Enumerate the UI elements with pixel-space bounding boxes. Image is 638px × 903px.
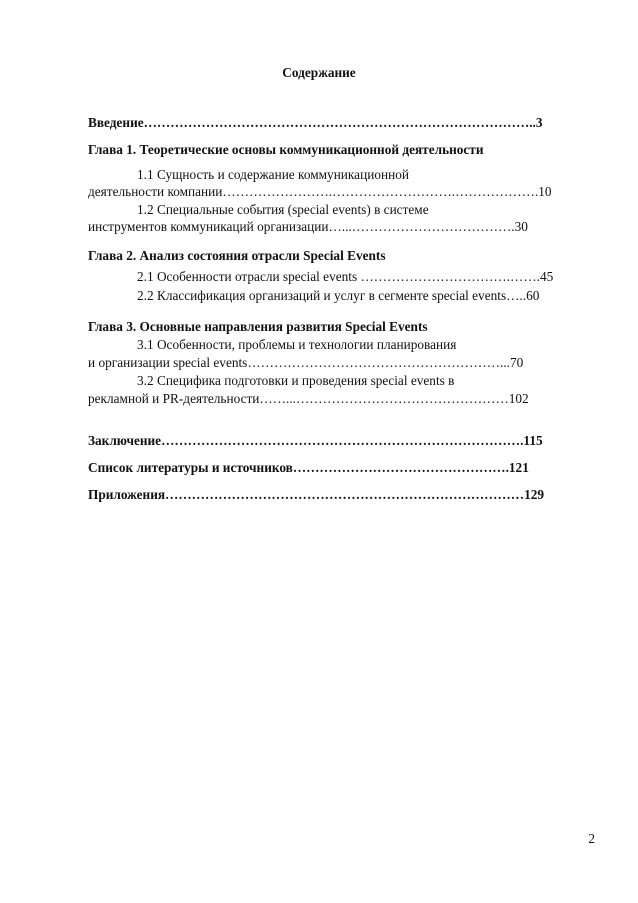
toc-chapter-1: Глава 1. Теоретические основы коммуникационной деятельности [88, 142, 484, 157]
toc-section-2-2: 2.2 Классификация организаций и услуг в сегменте special events…..60 [137, 288, 540, 303]
toc-section-1-2-line-1: 1.2 Специальные события (special events) в системе [137, 202, 429, 217]
toc-section-1-1-line-1: 1.1 Сущность и содержание коммуникационной [137, 167, 409, 182]
toc-entry-introduction: Введение……………………………………………………………………………..3 [88, 115, 543, 130]
toc-chapter-3: Глава 3. Основные направления развития Special Events [88, 319, 428, 334]
toc-entry-appendices: Приложения………………………………………………………………………129 [88, 487, 545, 502]
toc-section-1-1-line-2: деятельности компании…………………….……………………….……………….10 [88, 184, 552, 199]
toc-title: Содержание [282, 65, 356, 80]
toc-entry-references: Список литературы и источников………………………………………….121 [88, 460, 529, 475]
toc-section-2-1: 2.1 Особенности отрасли special events …………………………….…….45 [137, 269, 554, 284]
toc-section-3-2-line-1: 3.2 Специфика подготовки и проведения special events в [137, 373, 455, 388]
toc-section-3-2-line-2: рекламной и PR-деятельности……...…………………………………………102 [88, 391, 529, 406]
toc-section-1-2-line-2: инструментов коммуникаций организации…...……………………………….30 [88, 219, 528, 234]
toc-section-3-1-line-2: и организации special events…………………………………………………...70 [88, 355, 524, 370]
toc-chapter-2: Глава 2. Анализ состояния отрасли Special Events [88, 248, 386, 263]
toc-section-3-1-line-1: 3.1 Особенности, проблемы и технологии планирования [137, 337, 457, 352]
toc-entry-conclusion: Заключение……………………………………………………………………….115 [88, 433, 543, 448]
page-number: 2 [588, 831, 595, 846]
